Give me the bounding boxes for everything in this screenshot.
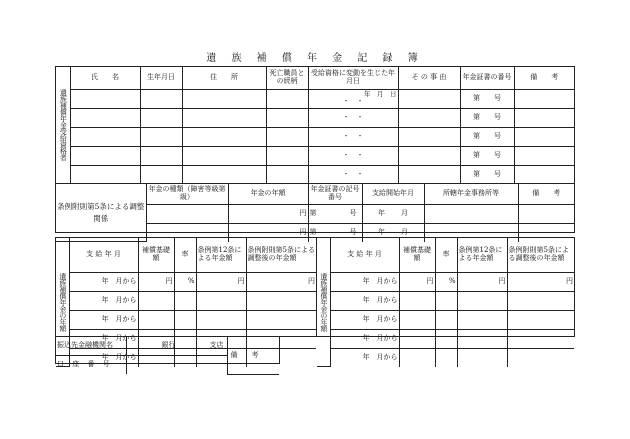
header-pay-month: 支 給 年 月 (330, 238, 399, 272)
branch-suffix: 支店 (209, 341, 224, 350)
cert-cell[interactable]: 第 号 (460, 146, 514, 165)
birth-cell[interactable] (140, 165, 182, 184)
document-title: 遺 族 補 償 年 金 記 録 簿 (206, 53, 424, 64)
address-cell[interactable] (182, 108, 266, 127)
bank-suffix: 銀行 (161, 341, 176, 350)
beneficiary-side-label: 遺族補償年金受給資格者 (56, 67, 70, 184)
base-cell[interactable] (399, 310, 435, 329)
pay-month-cell[interactable]: 年 月から (69, 310, 138, 329)
relation-cell[interactable] (266, 108, 308, 127)
header-cert-code: 年金証書の記号番号 (308, 184, 362, 204)
date-head: 年 月 日 (364, 90, 397, 99)
cert-cell[interactable]: 第 号 (460, 89, 514, 108)
art12-cell[interactable] (457, 329, 507, 348)
header-rate: 率 (435, 238, 457, 272)
amount-row (56, 310, 316, 329)
header-base-amount: 補償基礎額 (399, 238, 435, 272)
address-cell[interactable] (182, 89, 266, 108)
dai-label: 第 (309, 208, 317, 217)
beneficiary-row (56, 146, 574, 165)
account-label: 口 座 番 号 (56, 356, 126, 375)
start-month-cell[interactable] (362, 204, 424, 223)
amount-row (56, 272, 316, 291)
art12-cell[interactable]: 円 (457, 272, 507, 291)
pay-month-cell[interactable]: 年 月から (69, 329, 138, 348)
bank-label: 振込先金融機関名 (56, 337, 126, 356)
header-address: 住 所 (182, 67, 266, 89)
reason-cell[interactable] (398, 146, 460, 165)
art12-cell[interactable] (457, 348, 507, 367)
rate-cell[interactable]: % (174, 272, 196, 291)
pay-month-cell[interactable]: 年 月から (330, 291, 399, 310)
nen-label: 年 (378, 208, 385, 217)
change-date-cell[interactable] (308, 89, 398, 108)
amount-row (317, 348, 574, 367)
art12-cell[interactable]: 円 (196, 272, 246, 291)
birth-cell[interactable] (140, 89, 182, 108)
nen-label: 年 (378, 227, 385, 236)
reason-cell[interactable] (398, 127, 460, 146)
cert-cell[interactable]: 第 号 (460, 127, 514, 146)
header-reason: そ の 事 由 (398, 67, 460, 89)
header-pay-month: 支 給 年 月 (69, 238, 138, 272)
name-cell[interactable] (70, 146, 140, 165)
pay-month-cell[interactable]: 年 月から (330, 329, 399, 348)
pay-month-cell[interactable]: 年 月から (330, 272, 399, 291)
art12-cell[interactable] (196, 291, 246, 310)
art5-cell[interactable] (246, 310, 316, 329)
rate-cell[interactable] (435, 291, 457, 310)
beneficiary-table (55, 66, 575, 184)
beneficiary-row (56, 89, 574, 108)
note-cell[interactable] (514, 108, 574, 127)
amount-row (317, 329, 574, 348)
annual-amount-side-label: 遺族補償年金の年額 (56, 238, 69, 367)
beneficiary-row (56, 165, 574, 184)
bank-note-label: 備 考 (230, 350, 259, 359)
bank-note-cell[interactable] (227, 337, 279, 374)
amount-row (56, 291, 316, 310)
tsuki-label: 月 (401, 227, 408, 236)
annual-amount-cell[interactable]: 円 (228, 204, 308, 223)
annual-amount-side-label: 遺族補償年金の年額 (317, 238, 330, 367)
adjustment-table (55, 183, 575, 236)
header-base-amount: 補償基礎額 (138, 238, 174, 272)
birth-cell[interactable] (140, 108, 182, 127)
note-cell[interactable] (514, 146, 574, 165)
rate-cell[interactable] (435, 310, 457, 329)
name-cell[interactable] (70, 89, 140, 108)
relation-cell[interactable] (266, 146, 308, 165)
cert-code-cell[interactable] (308, 204, 362, 223)
tsuki-label: 月 (401, 208, 408, 217)
relation-cell[interactable] (266, 165, 308, 184)
change-date-cell[interactable]: ・ ・ (308, 165, 398, 184)
art5-cell[interactable] (507, 291, 574, 310)
birth-cell[interactable] (140, 127, 182, 146)
pay-month-cell[interactable]: 年 月から (69, 272, 138, 291)
annual-amount-cell[interactable]: 円 (228, 223, 308, 242)
address-cell[interactable] (182, 127, 266, 146)
art5-cell[interactable] (507, 329, 574, 348)
adjustment-side-label: 条例附則第5条による調整関係 (56, 184, 146, 242)
change-date-cell[interactable]: ・ ・ (308, 127, 398, 146)
rate-cell[interactable] (174, 291, 196, 310)
note-cell[interactable] (514, 165, 574, 184)
change-date-cell[interactable]: ・ ・ (308, 108, 398, 127)
rate-cell[interactable] (435, 348, 457, 367)
account-number-cell[interactable] (126, 356, 227, 375)
pay-month-cell[interactable]: 年 月から (330, 310, 399, 329)
reason-cell[interactable] (398, 89, 460, 108)
base-cell[interactable] (138, 291, 174, 310)
bank-name-cell[interactable] (126, 337, 227, 356)
header-note: 備 考 (518, 184, 574, 204)
name-cell[interactable] (70, 165, 140, 184)
base-cell[interactable] (399, 329, 435, 348)
header-relation: 死亡職員との続柄 (266, 67, 308, 89)
art5-cell[interactable] (507, 310, 574, 329)
change-date-cell[interactable]: ・ ・ (308, 146, 398, 165)
rate-cell[interactable] (174, 310, 196, 329)
art12-cell[interactable] (457, 310, 507, 329)
header-office: 所轄年金事務所等 (424, 184, 518, 204)
pension-type-cell[interactable] (146, 204, 228, 223)
note-cell[interactable] (514, 89, 574, 108)
header-name: 氏 名 (70, 67, 140, 89)
note-cell[interactable] (514, 127, 574, 146)
address-cell[interactable] (182, 165, 266, 184)
birth-cell[interactable] (140, 146, 182, 165)
reason-cell[interactable] (398, 165, 460, 184)
header-pension-type: 年金の種類（障害等級第 級） (146, 184, 228, 204)
name-cell[interactable] (70, 108, 140, 127)
header-art12-amount: 条例第12条による年金額 (457, 238, 507, 272)
cert-cell[interactable]: 第 号 (460, 108, 514, 127)
header-art5-amount: 条例附則第5条による調整後の年金額 (246, 238, 316, 272)
art5-cell[interactable] (507, 348, 574, 367)
amount-row (317, 272, 574, 291)
base-cell[interactable]: 円 (399, 272, 435, 291)
art5-cell[interactable]: 円 (507, 272, 574, 291)
beneficiary-row (56, 108, 574, 127)
art12-cell[interactable] (196, 310, 246, 329)
amount-row (317, 310, 574, 329)
base-cell[interactable] (399, 291, 435, 310)
art5-cell[interactable]: 円 (246, 272, 316, 291)
pay-month-cell[interactable]: 年 月から (69, 291, 138, 310)
annual-amount-table-right (316, 237, 575, 361)
header-rate: 率 (174, 238, 196, 272)
header-note: 備 考 (514, 67, 574, 89)
rate-cell[interactable]: % (435, 272, 457, 291)
header-cert-number: 年金証書の番号 (460, 67, 514, 89)
name-cell[interactable] (70, 127, 140, 146)
art12-cell[interactable] (457, 291, 507, 310)
amount-row (317, 291, 574, 310)
relation-cell[interactable] (266, 127, 308, 146)
pay-month-cell[interactable]: 年 月から (330, 348, 399, 367)
base-cell[interactable]: 円 (138, 272, 174, 291)
address-cell[interactable] (182, 146, 266, 165)
header-annual-amount: 年金の年額 (228, 184, 308, 204)
header-change-date: 受給資格に変動を生じた年月日 (308, 67, 398, 89)
relation-cell[interactable] (266, 89, 308, 108)
pay-month-cell[interactable]: 年 月から (69, 348, 138, 367)
art5-cell[interactable] (246, 291, 316, 310)
dai-label: 第 (309, 227, 317, 236)
go-label: 号 (349, 227, 357, 236)
header-art5-amount: 条例附則第5条による調整後の年金額 (507, 238, 574, 272)
office-cell[interactable] (424, 204, 518, 223)
reason-cell[interactable] (398, 108, 460, 127)
go-label: 号 (349, 208, 357, 217)
base-cell[interactable] (138, 310, 174, 329)
cert-cell[interactable]: 第 号 (460, 165, 514, 184)
header-start-month: 支給開始年月 (362, 184, 424, 204)
base-cell[interactable] (399, 348, 435, 367)
rate-cell[interactable] (435, 329, 457, 348)
header-birth: 生年月日 (140, 67, 182, 89)
beneficiary-row (56, 127, 574, 146)
note-cell[interactable] (518, 204, 574, 223)
header-art12-amount: 条例第12条による年金額 (196, 238, 246, 272)
date-dots: ・ ・ (342, 97, 364, 106)
bank-table (55, 336, 280, 369)
